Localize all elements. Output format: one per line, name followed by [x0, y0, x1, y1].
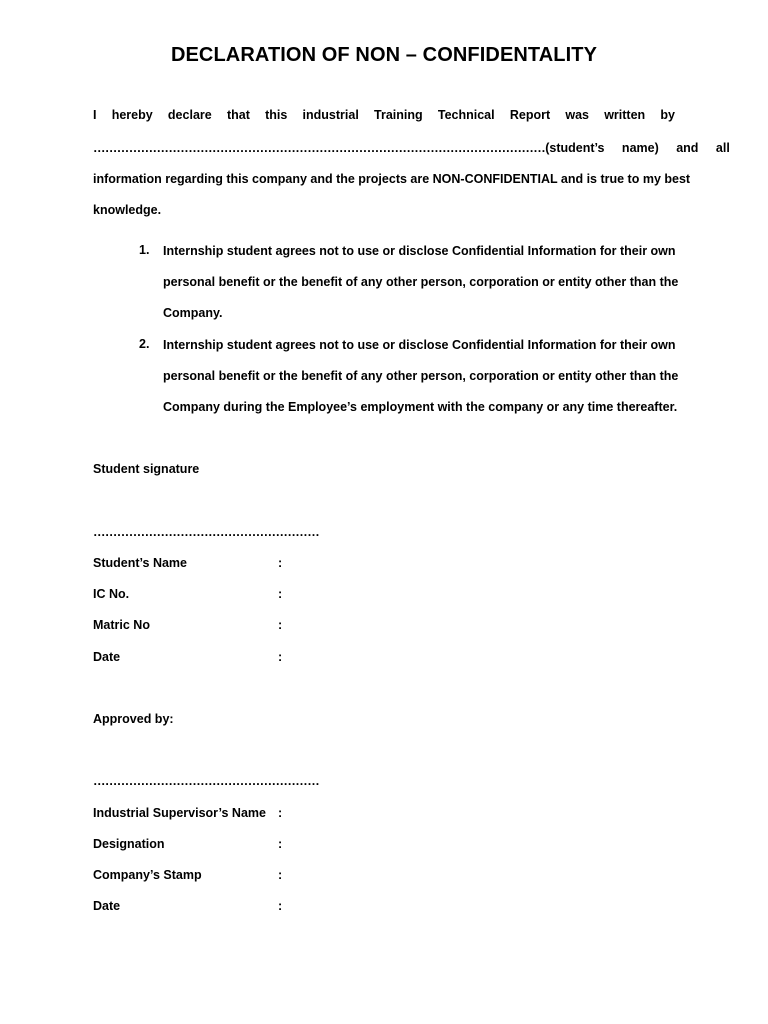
declaration-line-4: knowledge. [93, 203, 162, 217]
declaration-line-2 [93, 140, 730, 171]
field-colon: : [278, 868, 283, 882]
terms-list [139, 243, 679, 431]
list-item-line: Internship student agrees not to use or disclose Confidential Information for their own [163, 244, 676, 258]
designation-label: Designation [93, 837, 165, 851]
field-colon: : [278, 899, 283, 913]
declaration-line-1: I hereby declare that this industrial Training Technical Report was written by [93, 108, 675, 122]
student-name-label: Student’s Name [93, 556, 188, 570]
list-item-line: personal benefit or the benefit of any other person, corporation or entity other than the [163, 275, 679, 289]
list-item [139, 243, 679, 337]
list-item [139, 337, 679, 431]
list-item-number: 1. [139, 243, 150, 257]
field-colon: : [278, 556, 283, 570]
student-name-blank: …………………………………………………………………………………………………… [93, 141, 546, 155]
declaration-paragraph [93, 107, 730, 233]
field-colon: : [278, 650, 283, 664]
student-signature-label: Student signature [93, 462, 200, 476]
supervisor-signature-line: ………………………………………………… [93, 774, 320, 788]
list-item-number: 2. [139, 337, 150, 351]
company-stamp-label: Company’s Stamp [93, 868, 202, 882]
ic-no-label: IC No. [93, 587, 130, 601]
field-colon: : [278, 837, 283, 851]
list-item-line: Internship student agrees not to use or disclose Confidential Information for their own [163, 338, 676, 352]
student-name-caption: (student’s name) and all [545, 141, 730, 155]
field-colon: : [278, 587, 283, 601]
field-colon: : [278, 806, 283, 820]
student-signature-line: ………………………………………………… [93, 525, 320, 539]
student-date-label: Date [93, 650, 121, 664]
approved-by-label: Approved by: [93, 712, 174, 726]
list-item-line: Company. [163, 306, 223, 320]
matric-no-label: Matric No [93, 618, 150, 632]
supervisor-name-label: Industrial Supervisor’s Name [93, 806, 266, 820]
declaration-line-3: information regarding this company and the projects are NON-CONFIDENTIAL and is true to my best [93, 172, 691, 186]
field-colon: : [278, 618, 283, 632]
page-title: DECLARATION OF NON – CONFIDENTALITY [170, 44, 598, 66]
approval-date-label: Date [93, 899, 121, 913]
list-item-line: personal benefit or the benefit of any other person, corporation or entity other than the [163, 369, 679, 383]
list-item-line: Company during the Employee’s employment with the company or any time thereafter. [163, 400, 678, 414]
